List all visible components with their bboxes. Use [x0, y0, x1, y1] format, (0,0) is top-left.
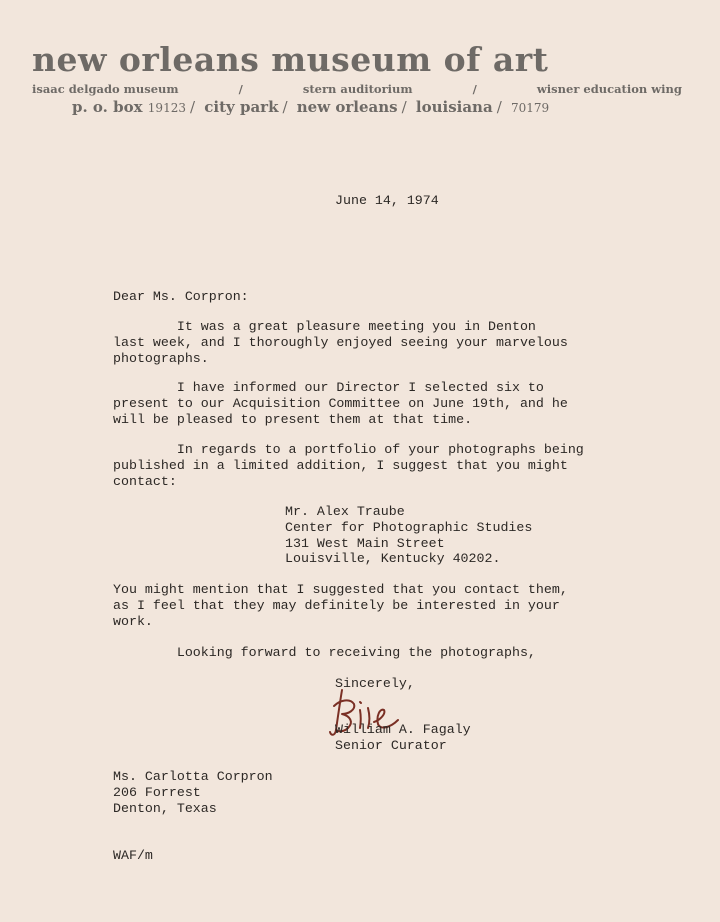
contact-address — [285, 504, 532, 567]
recipient-line: 206 Forrest — [113, 784, 201, 800]
salutation: Dear Ms. Corpron: — [113, 289, 249, 304]
paragraph-line: published in a limited addition, I suggest that you might — [113, 457, 568, 473]
address-sep: / — [401, 98, 407, 116]
address-park: city park — [204, 98, 279, 116]
recipient-line: Denton, Texas — [113, 800, 217, 816]
paragraph-line: present to our Acquisition Committee on June 19th, and he — [113, 395, 568, 411]
address-city: new orleans — [296, 98, 398, 116]
closing-line: Looking forward to receiving the photographs, — [113, 645, 536, 660]
sign-off: Sincerely, — [335, 676, 415, 691]
letter-date: June 14, 1974 — [335, 193, 439, 208]
letterhead-subtitle-sep: / — [238, 82, 243, 96]
paragraph-line: It was a great pleasure meeting you in Denton — [113, 319, 536, 334]
paragraph-4 — [113, 582, 568, 629]
recipient-address — [113, 769, 273, 816]
letterhead-subtitle-sep: / — [472, 82, 477, 96]
paragraph-line: contact: — [113, 473, 177, 489]
paragraph-2 — [113, 380, 568, 427]
reference-initials: WAF/m — [113, 848, 153, 863]
paragraph-line: as I feel that they may definitely be interested in your — [113, 597, 560, 613]
paragraph-line: last week, and I thoroughly enjoyed seeing your marvelous — [113, 334, 568, 350]
signer-title: Senior Curator — [335, 737, 447, 753]
paragraph-1 — [113, 319, 568, 366]
letterhead-address — [72, 96, 662, 119]
address-sep: / — [282, 98, 288, 116]
paragraph-3 — [113, 442, 584, 489]
letterhead-subtitle-item: stern auditorium — [302, 82, 413, 96]
paragraph-line: will be pleased to present them at that time. — [113, 411, 473, 427]
letterhead-subtitle — [32, 81, 682, 97]
contact-line: Louisville, Kentucky 40202. — [285, 551, 501, 567]
address-zip: 70179 — [510, 101, 550, 115]
paragraph-line: In regards to a portfolio of your photographs being — [113, 442, 584, 457]
letterhead-title: new orleans museum of art — [32, 40, 549, 79]
address-sep: / — [496, 98, 502, 116]
paragraph-line: I have informed our Director I selected six to — [113, 380, 544, 395]
signer-name: William A. Fagaly — [335, 722, 471, 737]
letterhead-subtitle-item: wisner education wing — [536, 82, 682, 96]
address-box-number: 19123 — [147, 101, 186, 115]
contact-line: Center for Photographic Studies — [285, 519, 533, 535]
paragraph-line: work. — [113, 613, 153, 629]
address-sep: / — [189, 98, 196, 116]
contact-line: Mr. Alex Traube — [285, 504, 405, 519]
recipient-line: Ms. Carlotta Corpron — [113, 769, 273, 784]
address-po-box: p. o. box — [72, 98, 143, 116]
paragraph-line: You might mention that I suggested that you contact them, — [113, 582, 568, 597]
letterhead-subtitle-item: isaac delgado museum — [32, 82, 179, 96]
contact-line: 131 West Main Street — [285, 535, 445, 551]
paragraph-line: photographs. — [113, 350, 209, 366]
address-state: louisiana — [415, 98, 493, 116]
signer-block — [335, 722, 471, 754]
